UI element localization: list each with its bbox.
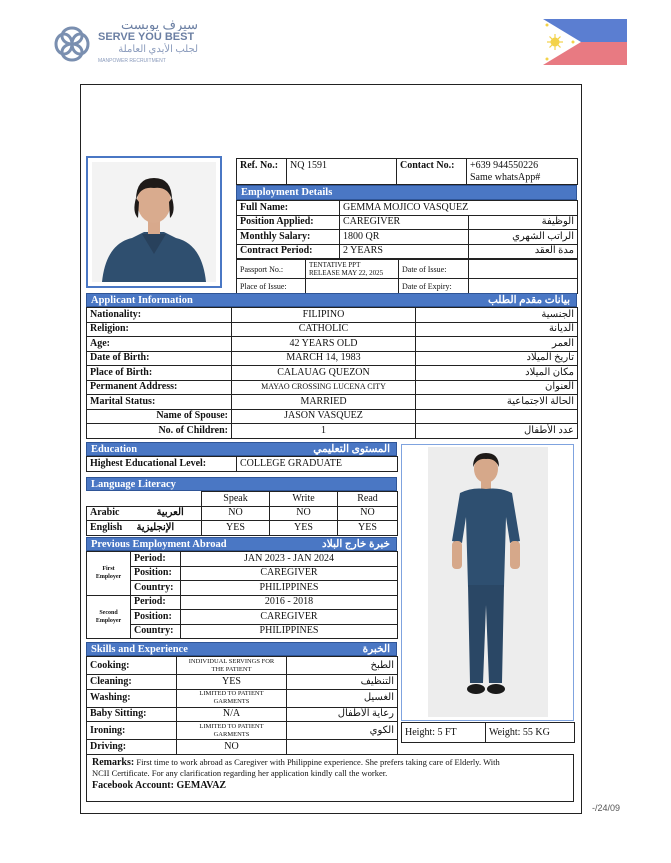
read-value: NO <box>338 506 398 521</box>
employment-row <box>237 244 578 259</box>
applicant-ar: العنوان <box>416 380 578 395</box>
applicant-row <box>87 409 578 424</box>
employment-title: Employment Details <box>241 187 333 198</box>
skill-label: Baby Sitting: <box>87 707 177 722</box>
employment-section-header <box>236 185 577 200</box>
employment-label: Full Name: <box>237 201 340 216</box>
ref-label: Ref. No.: <box>237 159 287 185</box>
country-value: PHILIPPINES <box>181 624 398 639</box>
employer-name <box>87 552 131 596</box>
remarks-text-1: First time to work abroad as Caregiver with Philippine experience. She prefers taking care of Elderly. With <box>136 757 500 767</box>
issue-date-label: Date of Issue: <box>399 260 469 279</box>
issue-date-value <box>469 260 578 279</box>
applicant-row <box>87 366 578 381</box>
employment-ar: الوظيفة <box>469 215 578 230</box>
skill-value <box>177 657 287 675</box>
education-label: Highest Educational Level: <box>87 457 237 472</box>
full-body-figure-icon <box>402 445 573 720</box>
remarks-text-2: NCII Certificate. For any clarification regarding her application kindly call the worker. <box>92 768 388 778</box>
position-label: Position: <box>131 610 181 625</box>
employment-table <box>236 200 578 259</box>
contact-label: Contact No.: <box>397 159 467 185</box>
employment-row <box>237 201 578 216</box>
previous-section-header <box>86 537 397 551</box>
employment-label: Position Applied: <box>237 215 340 230</box>
employment-value: 2 YEARS <box>340 244 469 259</box>
header-speak: Speak <box>202 492 270 507</box>
skill-ar: الطبخ <box>287 657 398 675</box>
applicant-value: 42 YEARS OLD <box>232 337 416 352</box>
education-section-header <box>86 442 397 456</box>
position-label: Position: <box>131 566 181 581</box>
skill-value <box>177 675 287 690</box>
skill-ar: رعاية الأطفال <box>287 707 398 722</box>
language-row <box>87 506 398 521</box>
header-write: Write <box>270 492 338 507</box>
education-title: Education <box>91 444 138 455</box>
place-issue-label: Place of Issue: <box>237 279 306 294</box>
language-header-blank <box>87 492 202 507</box>
skill-row <box>87 722 398 740</box>
passport-no-value-1: TENTATIVE PPT <box>309 261 361 269</box>
applicant-photo <box>86 156 222 288</box>
applicant-value: 1 <box>232 424 416 439</box>
language-table <box>86 491 398 536</box>
applicant-row <box>87 424 578 439</box>
weight-value: Weight: 55 KG <box>486 723 575 743</box>
applicant-row <box>87 337 578 352</box>
speak-value: NO <box>202 506 270 521</box>
education-title-ar: المستوى التعليمي <box>313 444 390 455</box>
employment-value: GEMMA MOJICO VASQUEZ <box>340 201 578 216</box>
language-section-header <box>86 477 397 491</box>
applicant-value: MARRIED <box>232 395 416 410</box>
applicant-ar: العمر <box>416 337 578 352</box>
employment-ar: الراتب الشهري <box>469 230 578 245</box>
skill-value-1: INDIVIDUAL SERVINGS FOR <box>188 657 275 665</box>
skill-value <box>177 707 287 722</box>
employment-label: Monthly Salary: <box>237 230 340 245</box>
skill-ar: الكوي <box>287 722 398 740</box>
skill-ar <box>287 740 398 755</box>
skill-ar: الغسيل <box>287 689 398 707</box>
skill-value-1: NO <box>224 740 239 752</box>
full-body-photo <box>401 444 574 721</box>
previous-title: Previous Employment Abroad <box>91 539 227 550</box>
applicant-label: No. of Children: <box>87 424 232 439</box>
skill-value <box>177 722 287 740</box>
employment-ar: مدة العقد <box>469 244 578 259</box>
employment-row <box>237 215 578 230</box>
employer-name-1: Second <box>99 609 118 616</box>
remarks-box <box>86 754 574 802</box>
employer-row <box>87 552 398 567</box>
position-value: CAREGIVER <box>181 610 398 625</box>
skill-row <box>87 675 398 690</box>
contact-value: +639 944550226 <box>470 160 539 171</box>
skills-section-header <box>86 642 397 656</box>
applicant-ar: مكان الميلاد <box>416 366 578 381</box>
skill-label: Washing: <box>87 689 177 707</box>
skill-value-2: THE PATIENT <box>211 665 252 673</box>
place-issue-value <box>306 279 399 294</box>
logo-knot-icon <box>50 22 94 66</box>
language-ar: الإنجليزية <box>136 521 175 533</box>
applicant-value: MARCH 14, 1983 <box>232 351 416 366</box>
applicant-label: Name of Spouse: <box>87 409 232 424</box>
skill-ar: التنظيف <box>287 675 398 690</box>
skill-value-1: YES <box>222 675 241 687</box>
passport-no-value-2: RELEASE MAY 22, 2025 <box>309 269 384 277</box>
employer-name <box>87 595 131 639</box>
skill-value-1: LIMITED TO PATIENT <box>199 690 264 697</box>
skill-label: Cleaning: <box>87 675 177 690</box>
ref-table <box>236 158 578 185</box>
period-label: Period: <box>131 595 181 610</box>
skill-row <box>87 740 398 755</box>
applicant-ar: الديانة <box>416 322 578 337</box>
language-row <box>87 521 398 536</box>
skills-title: Skills and Experience <box>91 644 188 655</box>
employer-name-2: Employer <box>95 574 122 581</box>
applicant-value: JASON VASQUEZ <box>232 409 416 424</box>
applicant-title-ar: بيانات مقدم الطلب <box>487 295 570 306</box>
applicant-row <box>87 322 578 337</box>
applicant-label: Place of Birth: <box>87 366 232 381</box>
employment-value: 1800 QR <box>340 230 469 245</box>
read-value: YES <box>338 521 398 536</box>
applicant-row <box>87 380 578 395</box>
company-logo <box>48 18 198 70</box>
employment-row <box>237 230 578 245</box>
period-value: 2016 - 2018 <box>181 595 398 610</box>
skill-value <box>177 689 287 707</box>
applicant-ar: عدد الأطفال <box>416 424 578 439</box>
philippines-flag-icon <box>543 19 627 65</box>
skills-table <box>86 656 398 755</box>
employer-name-2: Employer <box>95 617 122 624</box>
employer-row <box>87 595 398 610</box>
write-value: YES <box>270 521 338 536</box>
logo-sub-arabic: لجلب الأيدي العاملة <box>118 44 198 55</box>
position-value: CAREGIVER <box>181 566 398 581</box>
passport-no-label: Passport No.: <box>237 260 306 279</box>
footer-code: -/24/09 <box>592 803 621 813</box>
remarks-label: Remarks: <box>92 757 135 768</box>
skill-label: Driving: <box>87 740 177 755</box>
applicant-label: Age: <box>87 337 232 352</box>
passport-no-cell <box>306 260 399 279</box>
skill-row <box>87 707 398 722</box>
speak-value: YES <box>202 521 270 536</box>
skill-value-1: LIMITED TO PATIENT <box>199 722 264 730</box>
skill-value <box>177 740 287 755</box>
applicant-label: Permanent Address: <box>87 380 232 395</box>
employment-label: Contract Period: <box>237 244 340 259</box>
expiry-value <box>469 279 578 294</box>
applicant-ar: الحالة الاجتماعية <box>416 395 578 410</box>
skill-row <box>87 657 398 675</box>
language-name: English <box>90 521 123 533</box>
country-value: PHILIPPINES <box>181 581 398 596</box>
applicant-ar: الجنسية <box>416 308 578 323</box>
logo-arabic: سيرف يوبست <box>120 18 198 31</box>
applicant-label: Date of Birth: <box>87 351 232 366</box>
body-measure-table <box>401 722 575 743</box>
skill-row <box>87 689 398 707</box>
previous-title-ar: خبرة خارج البلاد <box>322 539 390 550</box>
write-value: NO <box>270 506 338 521</box>
country-label: Country: <box>131 581 181 596</box>
applicant-label: Religion: <box>87 322 232 337</box>
applicant-table <box>86 307 578 439</box>
contact-note: Same whatsApp# <box>470 172 541 183</box>
previous-table <box>86 551 398 639</box>
applicant-label: Nationality: <box>87 308 232 323</box>
skill-value-2: GARMENTS <box>213 698 250 705</box>
employer-name-1: First <box>102 566 115 573</box>
facebook-account: Facebook Account: GEMAVAZ <box>92 780 227 791</box>
height-value: Height: 5 FT <box>402 723 486 743</box>
passport-table <box>236 259 578 294</box>
applicant-value: CALAUAG QUEZON <box>232 366 416 381</box>
skill-label: Ironing: <box>87 722 177 740</box>
applicant-section-header <box>86 293 577 307</box>
skill-value-2: GARMENTS <box>213 730 250 738</box>
employment-value: CAREGIVER <box>340 215 469 230</box>
portrait-figure-icon <box>92 162 216 282</box>
language-name: Arabic <box>90 507 120 519</box>
applicant-title: Applicant Information <box>91 295 193 306</box>
applicant-ar <box>416 409 578 424</box>
ref-value: NQ 1591 <box>287 159 397 185</box>
remarks-line-1 <box>92 757 568 768</box>
period-value: JAN 2023 - JAN 2024 <box>181 552 398 567</box>
applicant-label: Marital Status: <box>87 395 232 410</box>
expiry-label: Date of Expiry: <box>399 279 469 294</box>
country-label: Country: <box>131 624 181 639</box>
applicant-value: CATHOLIC <box>232 322 416 337</box>
language-name-cell <box>87 521 202 536</box>
applicant-value: FILIPINO <box>232 308 416 323</box>
applicant-row <box>87 351 578 366</box>
period-label: Period: <box>131 552 181 567</box>
language-ar: العربية <box>156 507 184 519</box>
applicant-row <box>87 395 578 410</box>
skill-label: Cooking: <box>87 657 177 675</box>
education-value: COLLEGE GRADUATE <box>237 457 398 472</box>
applicant-ar: تاريخ الميلاد <box>416 351 578 366</box>
skill-value-1: N/A <box>222 708 241 720</box>
logo-tagline: MANPOWER RECRUITMENT <box>98 58 166 64</box>
skills-title-ar: الخبرة <box>362 644 390 655</box>
applicant-value: MAYAO CROSSING LUCENA CITY <box>232 380 416 395</box>
language-name-cell <box>87 506 202 521</box>
applicant-row <box>87 308 578 323</box>
logo-english: SERVE YOU BEST <box>98 31 195 43</box>
education-table <box>86 456 398 472</box>
contact-cell <box>467 159 578 185</box>
header-read: Read <box>338 492 398 507</box>
language-title: Language Literacy <box>91 479 176 490</box>
